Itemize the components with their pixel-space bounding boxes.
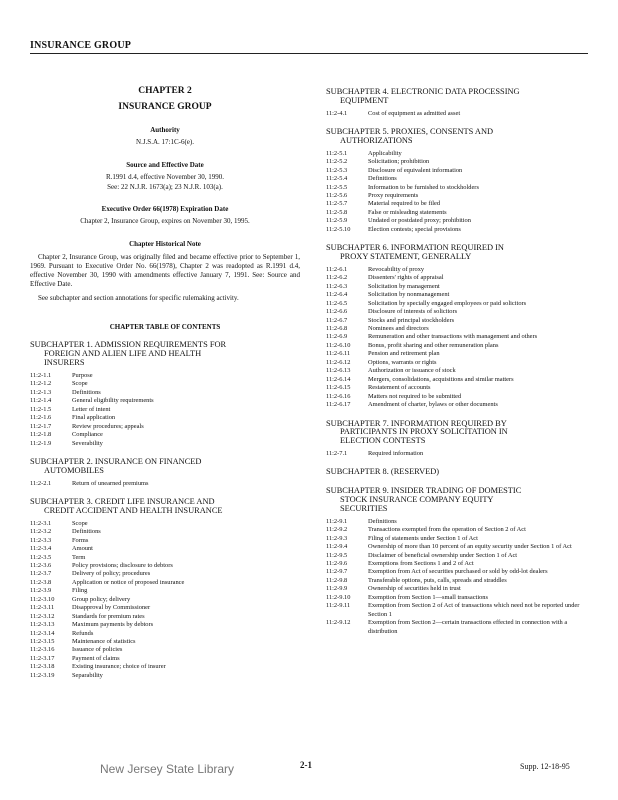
section-title: Transactions exempted from the operation of Section 2 of Act (368, 526, 526, 534)
section-number: 11:2-3.15 (30, 638, 55, 646)
exec-order-heading: Executive Order 66(1978) Expiration Date (101, 205, 229, 214)
section-title: Remuneration and other transactions with management and others (368, 333, 538, 341)
section-row (326, 308, 594, 316)
section-row (30, 380, 300, 388)
section-list (326, 150, 594, 235)
section-row (326, 602, 594, 619)
section-number: 11:2-3.1 (30, 519, 52, 527)
subchapter-title-line: AUTOMOBILES (44, 465, 104, 475)
section-title: Return of unearned premiums (72, 479, 149, 487)
section-number: 11:2-3.16 (30, 646, 55, 654)
section-title: Letter of intent (72, 405, 111, 413)
section-title: Filing (72, 587, 88, 595)
subchapter-title-line: CREDIT ACCIDENT AND HEALTH INSURANCE (44, 505, 223, 515)
section-number: 11:2-6.17 (326, 401, 351, 409)
left-column (30, 84, 300, 680)
section-number: 11:2-1.6 (30, 414, 52, 422)
subchapter-block (30, 458, 300, 488)
subchapter-title (30, 498, 300, 516)
section-row (326, 585, 594, 593)
section-number: 11:2-6.11 (326, 350, 351, 358)
section-number: 11:2-6.8 (326, 325, 348, 333)
section-title: Solicitation by management (368, 282, 440, 290)
section-title: Material required to be filed (368, 200, 441, 208)
right-column (326, 88, 594, 636)
left-subchapter-list (30, 341, 300, 680)
section-number: 11:2-6.15 (326, 384, 351, 392)
section-row (326, 150, 594, 158)
section-title: Ownership of more than 10 percent of an equity security under Section 1 of Act (368, 543, 572, 551)
section-title: Ownership of securities held in trust (368, 585, 461, 593)
subchapter-block (30, 341, 300, 448)
subchapter-title-line: SUBCHAPTER 6. INFORMATION REQUIRED IN (326, 243, 504, 253)
section-title: Policy provisions; disclosure to debtors (72, 561, 173, 569)
section-row (326, 274, 594, 282)
section-number: 11:2-3.2 (30, 528, 52, 536)
see-annotations-text: See subchapter and section annotations for specific rulemaking activity. (38, 294, 239, 303)
subchapter-title (30, 341, 300, 367)
section-number: 11:2-5.4 (326, 175, 348, 183)
source-text-2: See: 22 N.J.R. 1673(a); 23 N.J.R. 103(a). (107, 182, 223, 191)
section-title: Pension and retirement plan (368, 350, 440, 358)
section-row (326, 217, 594, 225)
subchapter-title (326, 420, 594, 446)
section-number: 11:2-9.10 (326, 593, 351, 601)
section-title: Information to be furnished to stockholders (368, 183, 479, 191)
section-number: 11:2-6.13 (326, 367, 351, 375)
section-title: Compliance (72, 431, 103, 439)
section-list (326, 266, 594, 410)
section-title: Refunds (72, 629, 94, 637)
section-title: Purpose (72, 371, 93, 379)
section-number: 11:2-3.5 (30, 553, 52, 561)
section-number: 11:2-6.1 (326, 265, 348, 273)
section-title: Election contests; special provisions (368, 225, 461, 233)
section-title: Exemption from Section 1—small transactions (368, 593, 488, 601)
section-row (326, 192, 594, 200)
section-title: Disclosure of equivalent information (368, 166, 463, 174)
subchapter-title-line: SUBCHAPTER 8. (RESERVED) (326, 467, 440, 477)
section-row (30, 480, 300, 488)
section-row (326, 283, 594, 291)
section-title: Required information (368, 450, 424, 457)
section-number: 11:2-6.7 (326, 316, 348, 324)
section-number: 11:2-9.6 (326, 559, 348, 567)
section-title: False or misleading statements (368, 208, 447, 216)
subchapter-title (326, 88, 594, 106)
section-row (326, 552, 594, 560)
toc-heading: CHAPTER TABLE OF CONTENTS (109, 323, 221, 332)
subchapter-title-line: EQUIPMENT (340, 95, 389, 105)
section-title: Proxy requirements (368, 191, 419, 199)
section-number: 11:2-3.8 (30, 578, 52, 586)
section-row (30, 579, 300, 587)
section-title: Filing of statements under Section 1 of Act (368, 534, 478, 542)
section-row (326, 226, 594, 234)
page-number: 2-1 (300, 760, 312, 770)
authority-heading: Authority (150, 126, 180, 134)
section-title: Definitions (368, 517, 397, 525)
section-title: Final application (72, 414, 116, 422)
subchapter-title-line: ELECTION CONTESTS (340, 436, 426, 446)
section-list (30, 520, 300, 681)
section-number: 11:2-5.5 (326, 183, 348, 191)
section-number: 11:2-9.4 (326, 543, 348, 551)
authority-text: N.J.S.A. 17:1C-6(e). (136, 138, 194, 146)
section-number: 11:2-3.18 (30, 663, 55, 671)
section-row (326, 450, 594, 458)
section-list (326, 110, 594, 118)
section-number: 11:2-6.14 (326, 375, 351, 383)
section-title: Severability (72, 439, 103, 447)
section-title: Maximum payments by debtors (72, 621, 154, 629)
section-title: Existing insurance; choice of insurer (72, 663, 166, 671)
section-row (326, 266, 594, 274)
section-title: Disapproval by Commissioner (72, 604, 151, 612)
subchapter-title-line: FOREIGN AND ALIEN LIFE AND HEALTH (44, 349, 202, 359)
section-row (326, 184, 594, 192)
section-title: Standards for premium rates (72, 612, 145, 620)
section-row (326, 325, 594, 333)
section-title: Delivery of policy; procedures (72, 570, 151, 578)
section-row (30, 621, 300, 629)
subchapter-block (326, 128, 594, 234)
section-number: 11:2-2.1 (30, 479, 52, 487)
section-number: 11:2-5.6 (326, 191, 348, 199)
section-list (30, 372, 300, 448)
section-row (326, 359, 594, 367)
section-title: Issuance of policies (72, 646, 123, 654)
section-row (30, 389, 300, 397)
section-number: 11:2-1.7 (30, 422, 52, 430)
section-row (326, 300, 594, 308)
section-row (326, 393, 594, 401)
section-number: 11:2-6.10 (326, 341, 351, 349)
section-number: 11:2-6.2 (326, 274, 348, 282)
section-number: 11:2-3.10 (30, 595, 55, 603)
subchapter-title-line: SECURITIES (340, 503, 388, 513)
subchapter-title-line: SUBCHAPTER 3. CREDIT LIFE INSURANCE AND (30, 497, 215, 507)
subchapter-title (326, 468, 594, 477)
chapter-title: INSURANCE GROUP (118, 102, 212, 112)
section-number: 11:2-3.19 (30, 671, 55, 679)
library-stamp: New Jersey State Library (100, 762, 235, 776)
section-title: Term (72, 553, 86, 561)
section-row (30, 655, 300, 663)
section-row (30, 596, 300, 604)
section-row (30, 406, 300, 414)
section-number: 11:2-9.1 (326, 517, 348, 525)
section-row (326, 376, 594, 384)
section-number: 11:2-1.4 (30, 397, 52, 405)
section-row (30, 672, 300, 680)
right-subchapter-list (326, 88, 594, 636)
section-title: Scope (72, 380, 88, 388)
section-row (326, 110, 594, 118)
section-row (30, 545, 300, 553)
section-title: Options, warrants or rights (368, 358, 437, 366)
header-rule (30, 53, 588, 54)
section-number: 11:2-9.5 (326, 551, 348, 559)
section-title: Transferable options, puts, calls, spreads and straddles (368, 576, 507, 584)
section-title: Payment of claims (72, 654, 120, 662)
subchapter-title-line: SUBCHAPTER 5. PROXIES, CONSENTS AND (326, 127, 494, 137)
section-row (326, 200, 594, 208)
section-number: 11:2-1.3 (30, 388, 52, 396)
section-number: 11:2-6.5 (326, 299, 348, 307)
section-title: Disclaimer of beneficial ownership under Section 1 of Act (368, 551, 518, 559)
section-row (30, 431, 300, 439)
subchapter-title-line: AUTHORIZATIONS (340, 135, 413, 145)
section-row (326, 367, 594, 375)
section-row (30, 587, 300, 595)
section-row (326, 167, 594, 175)
section-number: 11:2-6.3 (326, 282, 348, 290)
section-title: Applicability (368, 149, 402, 157)
section-title: Separability (72, 671, 103, 679)
section-number: 11:2-6.9 (326, 333, 348, 341)
section-row (30, 604, 300, 612)
section-row (30, 646, 300, 654)
section-row (30, 630, 300, 638)
section-title: Disclosure of interests of solicitors (368, 308, 458, 316)
section-title: Group policy; delivery (72, 595, 131, 603)
section-number: 11:2-3.11 (30, 604, 55, 612)
section-row (30, 423, 300, 431)
section-title: Scope (72, 519, 88, 527)
section-row (326, 568, 594, 576)
section-number: 11:2-6.4 (326, 291, 348, 299)
subchapter-title-line: PROXY STATEMENT, GENERALLY (340, 252, 472, 262)
section-row (30, 372, 300, 380)
section-row (326, 577, 594, 585)
section-row (30, 520, 300, 528)
section-row (30, 663, 300, 671)
section-title: Forms (72, 536, 89, 544)
section-number: 11:2-5.1 (326, 149, 348, 157)
section-number: 11:2-7.1 (326, 450, 348, 457)
section-row (326, 342, 594, 350)
section-row (30, 528, 300, 536)
section-row (326, 594, 594, 602)
section-title: Mergers, consolidations, acquisitions and similar matters (368, 375, 514, 383)
section-title: Exemption from Section 2 of Act of transactions which need not be reported under Section 1 (368, 602, 580, 618)
section-title: Definitions (368, 175, 397, 183)
section-row (326, 158, 594, 166)
section-title: Exemption from Section 2—certain transactions effected in connection with a distribution (368, 619, 568, 635)
subchapter-title-line: SUBCHAPTER 4. ELECTRONIC DATA PROCESSING (326, 87, 520, 96)
section-number: 11:2-5.8 (326, 208, 348, 216)
section-number: 11:2-5.3 (326, 166, 348, 174)
section-title: Bonus, profit sharing and other remuneration plans (368, 341, 499, 349)
subchapter-title (326, 244, 594, 262)
source-text-1: R.1991 d.4, effective November 30, 1990. (105, 172, 225, 181)
section-row (326, 535, 594, 543)
section-title: Dissenters' rights of appraisal (368, 274, 444, 282)
subchapter-block (30, 498, 300, 680)
section-row (30, 562, 300, 570)
section-number: 11:2-3.12 (30, 612, 55, 620)
section-row (326, 526, 594, 534)
section-row (30, 537, 300, 545)
subchapter-block (326, 244, 594, 409)
section-number: 11:2-6.16 (326, 392, 351, 400)
section-number: 11:2-3.17 (30, 654, 55, 662)
section-row (326, 291, 594, 299)
section-number: 11:2-1.5 (30, 405, 52, 413)
section-row (326, 350, 594, 358)
section-number: 11:2-5.2 (326, 158, 348, 166)
section-number: 11:2-6.12 (326, 358, 351, 366)
section-title: Revocability of proxy (368, 265, 425, 273)
section-title: Definitions (72, 528, 101, 536)
section-title: Nominees and directors (368, 325, 429, 333)
section-title: Undated or postdated proxy; prohibition (368, 217, 471, 225)
section-row (30, 613, 300, 621)
section-row (326, 384, 594, 392)
section-row (30, 440, 300, 448)
section-row (30, 414, 300, 422)
section-number: 11:2-1.1 (30, 371, 52, 379)
section-row (326, 317, 594, 325)
section-title: Authorization or issuance of stock (368, 367, 456, 375)
section-row (30, 638, 300, 646)
section-title: General eligibility requirements (72, 397, 154, 405)
section-title: Definitions (72, 388, 101, 396)
section-number: 11:2-1.8 (30, 431, 52, 439)
section-row (30, 397, 300, 405)
chapter-number: CHAPTER 2 (138, 86, 192, 96)
section-title: Exemption from Act of securities purchased or sold by odd-lot dealers (368, 568, 548, 576)
section-number: 11:2-9.3 (326, 534, 348, 542)
subchapter-title-line: INSURERS (44, 358, 85, 368)
section-number: 11:2-3.7 (30, 570, 52, 578)
subchapter-block (326, 88, 594, 118)
section-row (30, 554, 300, 562)
subchapter-block (326, 420, 594, 459)
section-title: Stocks and principal stockholders (368, 316, 455, 324)
historical-note-heading: Chapter Historical Note (129, 240, 201, 248)
section-row (326, 175, 594, 183)
section-title: Solicitation by nonmanagement (368, 291, 450, 299)
section-number: 11:2-6.6 (326, 308, 348, 316)
section-list (326, 518, 594, 636)
section-title: Review procedures; appeals (72, 422, 144, 430)
subchapter-title-line: PARTICIPANTS IN PROXY SOLICITATION IN (340, 427, 508, 437)
subchapter-title (30, 458, 300, 476)
section-number: 11:2-9.8 (326, 576, 348, 584)
section-number: 11:2-9.7 (326, 568, 348, 576)
section-number: 11:2-3.3 (30, 536, 52, 544)
subchapter-block (326, 468, 594, 477)
section-number: 11:2-3.13 (30, 621, 55, 629)
section-title: Exemptions from Sections 1 and 2 of Act (368, 559, 474, 567)
section-list (326, 450, 594, 458)
section-row (326, 333, 594, 341)
subchapter-title (326, 487, 594, 513)
section-row (326, 209, 594, 217)
section-number: 11:2-9.9 (326, 585, 348, 593)
section-list (30, 480, 300, 488)
section-title: Matters not required to be submitted (368, 392, 462, 400)
section-title: Restatement of accounts (368, 384, 431, 392)
subchapter-title-line: STOCK INSURANCE COMPANY EQUITY (340, 495, 494, 505)
section-number: 11:2-5.7 (326, 200, 348, 208)
supplement-date: Supp. 12-18-95 (520, 762, 570, 771)
section-number: 11:2-9.2 (326, 526, 348, 534)
section-row (326, 560, 594, 568)
section-title: Maintenance of statistics (72, 638, 136, 646)
section-row (326, 543, 594, 551)
section-title: Solicitation; prohibition (368, 158, 430, 166)
section-number: 11:2-1.2 (30, 380, 52, 388)
subchapter-block (326, 487, 594, 636)
subchapter-title-line: SUBCHAPTER 1. ADMISSION REQUIREMENTS FOR (30, 340, 227, 350)
running-head: INSURANCE GROUP (30, 40, 132, 51)
section-number: 11:2-4.1 (326, 109, 348, 117)
section-title: Cost of equipment as admitted asset (368, 109, 461, 117)
section-row (326, 518, 594, 526)
subchapter-title-line: SUBCHAPTER 7. INFORMATION REQUIRED BY (326, 418, 507, 428)
exec-order-text: Chapter 2, Insurance Group, expires on November 30, 1995. (80, 217, 250, 226)
historical-note-text: Chapter 2, Insurance Group, was originally filed and became effective prior to September 1, 1969. Pursuant to Executive Order No. 66(1978), Chapter 2 was readopted as R.1991 d.4, effective November 30, 1990 with amendments effective January 7, 1991. See: Source and Effective Date. (30, 253, 300, 289)
section-number: 11:2-5.9 (326, 217, 348, 225)
section-number: 11:2-1.9 (30, 439, 52, 447)
section-number: 11:2-9.12 (326, 619, 351, 627)
subchapter-title-line: SUBCHAPTER 2. INSURANCE ON FINANCED (30, 456, 202, 466)
section-title: Amount (72, 545, 93, 553)
section-number: 11:2-3.14 (30, 629, 55, 637)
section-number: 11:2-5.10 (326, 225, 351, 233)
section-number: 11:2-3.9 (30, 587, 52, 595)
subchapter-title-line: SUBCHAPTER 9. INSIDER TRADING OF DOMESTIC (326, 486, 522, 496)
section-row (326, 619, 594, 636)
section-title: Application or notice of proposed insurance (72, 578, 185, 586)
section-number: 11:2-3.4 (30, 545, 52, 553)
section-number: 11:2-9.11 (326, 602, 351, 610)
section-number: 11:2-3.6 (30, 561, 52, 569)
section-title: Amendment of charter, bylaws or other documents (368, 401, 498, 409)
subchapter-title (326, 128, 594, 146)
section-title: Solicitation by specially engaged employees or paid solicitors (368, 299, 527, 307)
section-row (30, 570, 300, 578)
section-row (326, 401, 594, 409)
source-heading: Source and Effective Date (126, 160, 204, 169)
